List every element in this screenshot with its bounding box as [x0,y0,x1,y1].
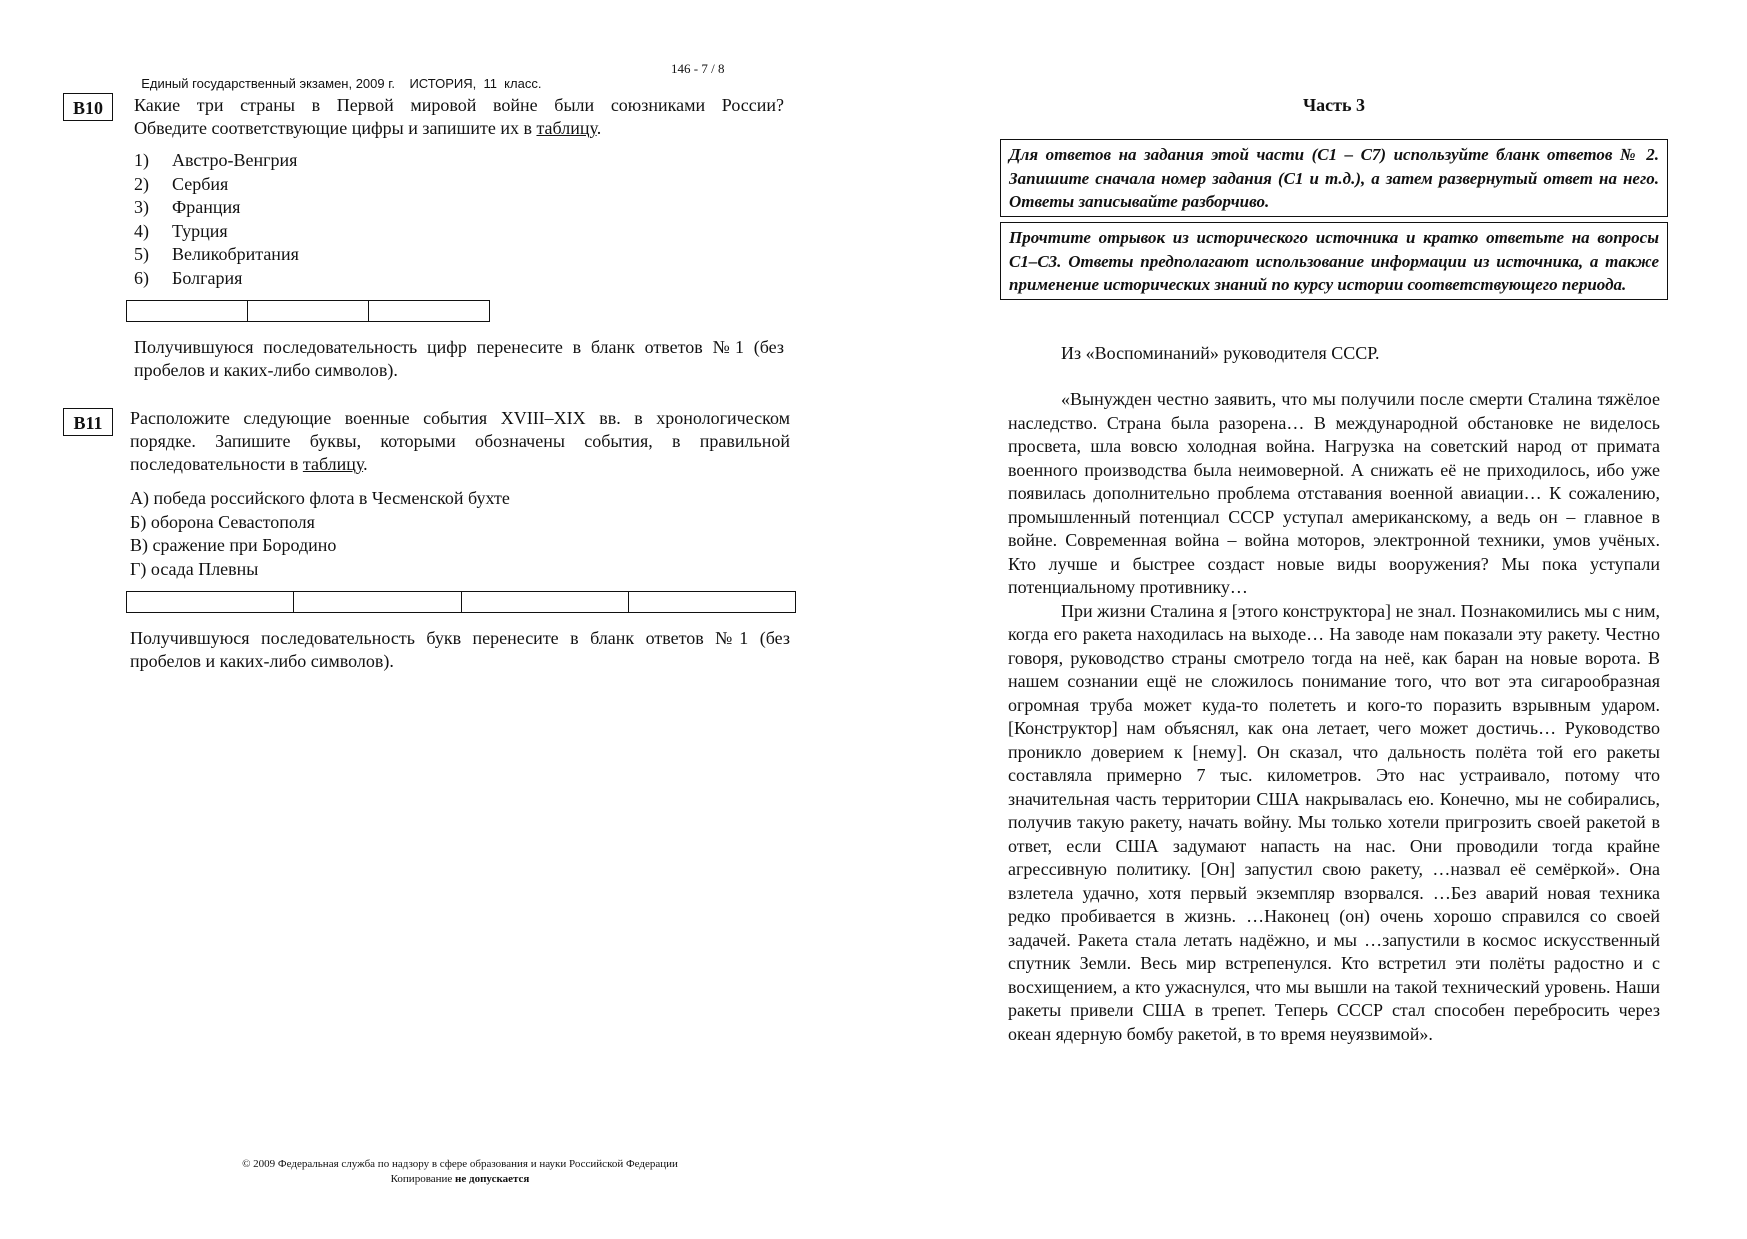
option-text: Франция [172,197,241,217]
answer-cell[interactable] [294,592,461,612]
part3-instruction-box: Для ответов на задания этой части (С1 – С7) используйте бланк ответов № 2. Запишите сначала номер задания (С1 и т.д.), а затем развернутый ответ на него. Ответы записывайте разборчиво. [1000,139,1668,217]
b10-answer-table[interactable] [126,300,490,322]
part3-task-box: Прочтите отрывок из исторического источника и кратко ответьте на вопросы С1–С3. Ответы предполагают использование информации из источника, а также применение исторических знаний по курсу истории соответствующего периода. [1000,222,1668,300]
part3-title: Часть 3 [1302,95,1366,115]
list-item: В) сражение при Бородино [130,535,337,555]
option-number: 6) [134,267,149,288]
list-item [134,149,299,173]
option-number: 3) [134,197,149,217]
answer-cell[interactable] [127,592,294,612]
b10-question-line2 [134,117,784,140]
header-page-number: 146 - 7 / 8 [671,61,725,76]
b11-question-period: . [363,454,368,474]
header-exam-title: Единый государственный экзамен, 2009 г. ИСТОРИЯ, 11 класс. [141,76,542,91]
option-number: 2) [134,173,149,194]
source-title: Из «Воспоминаний» руководителя СССР. [1061,343,1380,363]
source-excerpt [1008,388,1660,1046]
answer-cell[interactable] [462,592,629,612]
b11-options-list [130,487,510,581]
footer-copy-text: Копирование [390,1173,456,1185]
b11-question [130,407,790,476]
source-paragraph: «Вынужден честно заявить, что мы получили после смерти Сталина тяжёлое наследство. Страна была разорена… В международной обстановке не виделось просвета, шла вовсю холодная война. Нагрузка на советский народ от примата военного производства была неимоверной. А снижать её не приходилось, ибо уже появилась дополнительно проблема отставания военной авиации… К сожалению, промышленный потенциал СССР уступал американскому, а ведь он – главное в войне. Современная война – война моторов, электронной техники, умов учёных. Кто лучше и быстрее создаст новые виды вооружения? Мы пока уступали потенциальному противнику… [1008,389,1660,597]
answer-cell[interactable] [369,301,489,321]
b11-question-text: Расположите следующие военные события XVIII–XIX вв. в хронологическом порядке. Запишите буквы, которыми обозначены события, в правильной последовательности в [130,408,790,474]
list-item [134,173,299,197]
b10-question-period: . [596,118,602,138]
option-text: Австро-Венгрия [172,150,298,170]
option-text: Сербия [172,173,229,194]
list-item [134,220,299,244]
task-label-b11: B11 [63,408,113,436]
answer-cell[interactable] [127,301,248,321]
b10-question-text: Обведите соответствующие цифры и запишите их в [134,118,537,138]
option-number: 4) [134,220,149,241]
footer-copy-forbidden: не допускается [455,1173,530,1185]
b10-options-list [134,149,299,290]
answer-cell[interactable] [629,592,795,612]
answer-cell[interactable] [248,301,369,321]
b10-table-link: таблицу [536,118,597,138]
option-number: 1) [134,150,149,170]
source-paragraph: При жизни Сталина я [этого конструктора] не знал. Познакомились мы с ним, когда его ракета находилась на выходе… На заводе нам показали эту ракету. Честно говоря, руководство страны смотрело тогда на неё, как баран на новые ворота. В нашем сознании ещё не сложилось понимание того, что вот эта сигарообразная огромная труба может куда-то полететь и кого-то поразить взрывным ударом. [Конструктор] нам объяснял, как она летает, чего может достичь… Руководство проникло доверием к [нему]. Он сказал, что дальность полёта той его ракеты составляла примерно 7 тыс. километров. Это нас устраивало, потому что значительная часть территории США накрывалась ею. Конечно, мы не собирались, получив такую ракету, начать войну. Мы только хотели пригрозить своей ракетой в ответ, если США задумают напасть на нас. Они проводили тогда крайне агрессивную политику. [Он] запустил свою ракету, …назвал её семёркой». Она взлетела удачно, хотя первый экземпляр взорвался. …Без аварий новая техника редко пробивается в жизнь. …Наконец (он) очень хорошо справился со своей задачей. Ракета стала летать надёжно, и мы …запустили в космос искусственный спутник Земли. Весь мир встрепенулся. Кто встретил эти полёты радостно и с восхищением, а кто ужаснулся, что мы вышли на такой технический уровень. Наши ракеты привели США в трепет. Теперь СССР стал способен перебросить через океан ядерную бомбу ракетой, в то время неуязвимой». [1008,600,1660,1044]
page-footer [180,1157,740,1187]
option-number: 5) [134,244,149,264]
option-text: Турция [172,220,228,241]
list-item: Б) оборона Севастополя [130,511,315,532]
footer-copyright: © 2009 Федеральная служба по надзору в сфере образования и науки Российской Федерации [242,1158,678,1170]
footer-copy-notice [180,1172,740,1187]
option-text: Болгария [172,267,243,288]
list-item [134,243,299,267]
b11-table-link: таблицу [302,454,364,474]
b10-transfer-instruction: Получившуюся последовательность цифр перенесите в бланк ответов №1 (без пробелов и каких-либо символов). [134,337,784,380]
option-text: Великобритания [172,244,299,264]
b10-question-line1: Какие три страны в Первой мировой войне были союзниками России? [134,95,784,115]
list-item [134,267,299,291]
task-label-b10: B10 [63,93,113,121]
list-item [134,196,299,220]
b11-answer-table[interactable] [126,591,796,613]
b10-question [134,94,784,140]
b11-transfer-instruction: Получившуюся последовательность букв перенесите в бланк ответов №1 (без пробелов и каких-либо символов). [130,628,790,671]
list-item: Г) осада Плевны [130,558,259,579]
list-item: А) победа российского флота в Чесменской бухте [130,488,510,508]
